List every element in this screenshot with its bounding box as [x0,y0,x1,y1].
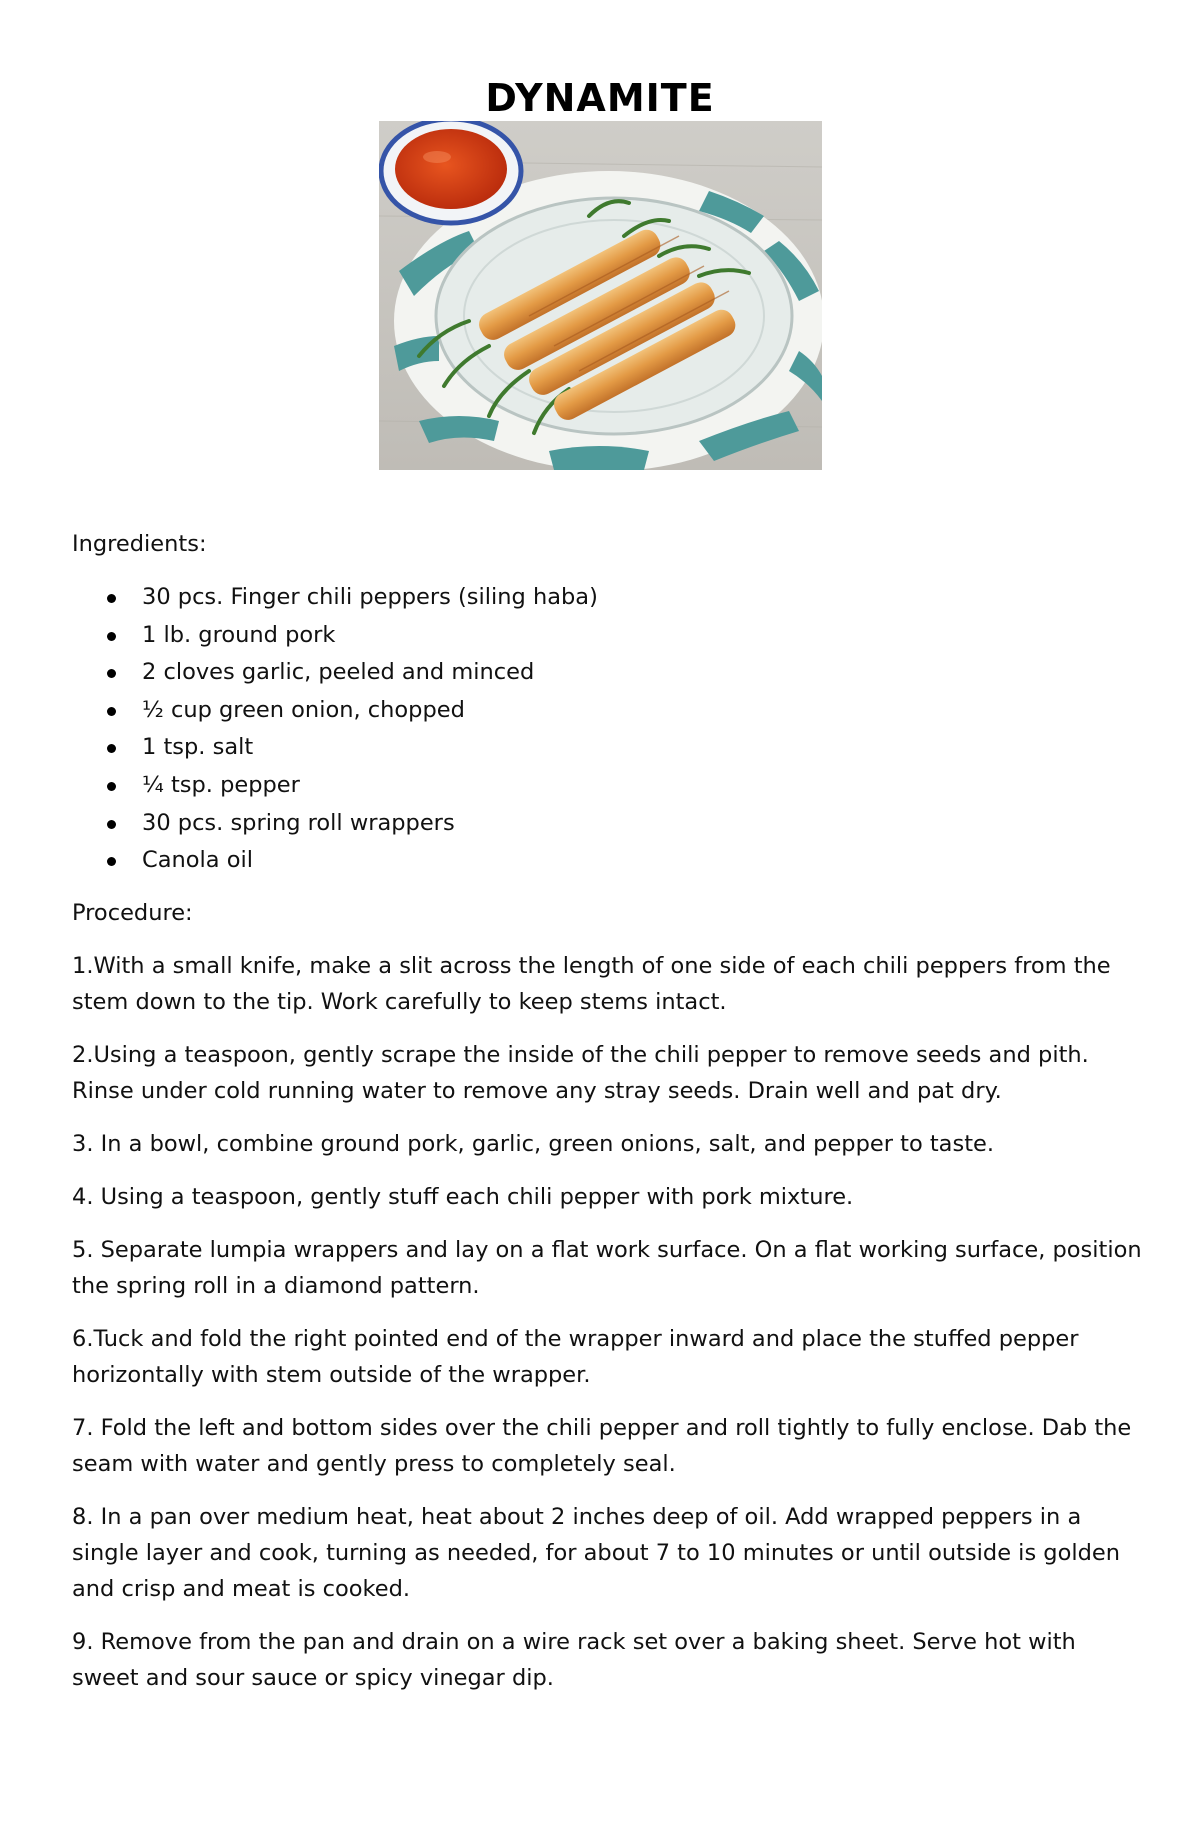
dish-illustration [379,121,822,470]
sauce-bowl [381,121,521,223]
ingredient-item [72,692,1142,730]
procedure-step: 5. Separate lumpia wrappers and lay on a flat work surface. On a flat working surface, position the spring roll in a diamond pattern. [72,1236,1142,1299]
ingredient-text: ½ cup green onion, chopped [142,696,465,723]
dish-photo [379,121,822,470]
recipe-body [72,526,1142,1713]
procedure-step: 4. Using a teaspoon, gently stuff each chili pepper with pork mixture. [72,1183,854,1210]
ingredient-item [72,617,1142,655]
ingredient-item [72,579,1142,617]
procedure-step: 8. In a pan over medium heat, heat about 2 inches deep of oil. Add wrapped peppers in a single layer and cook, turning as needed, for about 7 to 10 minutes or until outside is golden and crisp and meat is cooked. [72,1503,1120,1602]
ingredient-text: ¼ tsp. pepper [142,771,300,798]
recipe-title: DYNAMITE [485,76,715,120]
bullet-icon [107,820,116,829]
ingredient-text: 1 lb. ground pork [142,621,336,648]
ingredient-item [72,729,1142,767]
bullet-icon [107,782,116,791]
ingredients-heading: Ingredients: [72,531,207,557]
bullet-icon [107,707,116,716]
ingredient-text: Canola oil [142,847,253,874]
ingredient-text: 30 pcs. spring roll wrappers [142,809,455,836]
procedure-step: 7. Fold the left and bottom sides over the chili pepper and roll tightly to fully enclose. Dab the seam with water and gently press to completely seal. [72,1414,1132,1477]
bullet-icon [107,857,116,866]
ingredient-item [72,654,1142,692]
ingredients-list [72,579,1142,880]
procedure-heading: Procedure: [72,899,193,926]
procedure-step: 1.With a small knife, make a slit across the length of one side of each chili peppers from the stem down to the tip. Work carefully to keep stems intact. [72,952,1111,1015]
bullet-icon [107,669,116,678]
ingredient-text: 30 pcs. Finger chili peppers (siling haba) [142,584,598,610]
ingredient-text: 1 tsp. salt [142,734,254,761]
ingredient-item [72,767,1142,805]
procedure-step: 3. In a bowl, combine ground pork, garlic, green onions, salt, and pepper to taste. [72,1130,995,1157]
procedure-step: 9. Remove from the pan and drain on a wire rack set over a baking sheet. Serve hot with sweet and sour sauce or spicy vinegar dip. [72,1628,1076,1691]
bullet-icon [107,594,116,603]
ingredient-item [72,842,1142,880]
procedure-step: 2.Using a teaspoon, gently scrape the inside of the chili pepper to remove seeds and pith. Rinse under cold running water to remove any stray seeds. Drain well and pat dry. [72,1041,1089,1104]
bullet-icon [107,744,116,753]
bullet-icon [107,632,116,641]
ingredient-text: 2 cloves garlic, peeled and minced [142,659,535,686]
ingredient-item [72,805,1142,843]
procedure-step: 6.Tuck and fold the right pointed end of the wrapper inward and place the stuffed pepper horizontally with stem outside of the wrapper. [72,1325,1079,1388]
